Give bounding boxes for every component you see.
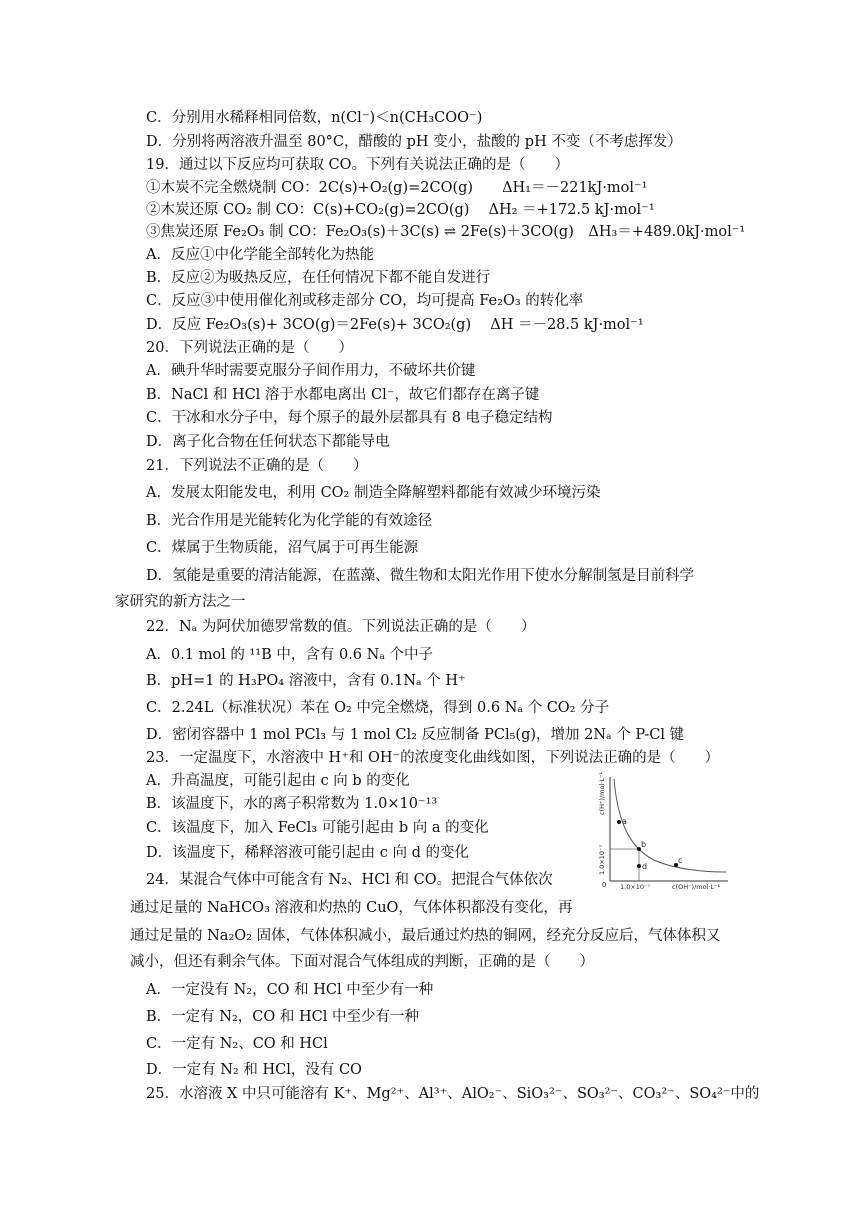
option-line: C．煤属于生物质能，沼气属于可再生能源 xyxy=(146,540,419,556)
option-line: A．碘升华时需要克服分子间作用力，不破坏共价键 xyxy=(146,363,476,379)
option-line: A．0.1 mol 的 ¹¹B 中，含有 0.6 Nₐ 个中子 xyxy=(146,647,434,663)
text-line: D．分别将两溶液升温至 80°C，醋酸的 pH 变小，盐酸的 pH 不变（不考虑挥发） xyxy=(146,134,682,150)
question-23-stem: 23．一定温度下，水溶液中 H⁺和 OH⁻的浓度变化曲线如图，下列说法正确的是（ ） xyxy=(146,750,720,766)
text-line: ②木炭还原 CO₂ 制 CO：C(s)+CO₂(g)=2CO(g) ΔH₂ ＝+172.5 kJ·mol⁻¹ xyxy=(146,202,655,218)
ion-concentration-figure xyxy=(592,771,732,893)
option-line: B．NaCl 和 HCl 溶于水都电离出 Cl⁻，故它们都存在离子键 xyxy=(146,387,540,403)
point-label-b: b xyxy=(641,840,647,849)
point-d xyxy=(637,864,641,868)
option-line: A．发展太阳能发电，利用 CO₂ 制造全降解塑料都能有效减少环境污染 xyxy=(146,485,601,501)
text-line: ③焦炭还原 Fe₂O₃ 制 CO：Fe₂O₃(s)＋3C(s) ⇌ 2Fe(s)＋3CO(g) ΔH₃＝+489.0kJ·mol⁻¹ xyxy=(146,224,746,240)
point-label-c: c xyxy=(678,856,683,865)
option-line: B．一定有 N₂，CO 和 HCl 中至少有一种 xyxy=(146,1009,419,1025)
point-a xyxy=(617,820,621,824)
point-label-a: a xyxy=(622,817,627,826)
option-line: A．升高温度，可能引起由 c 向 b 的变化 xyxy=(146,773,410,789)
question-24-stem: 24．某混合气体中可能含有 N₂、HCl 和 CO。把混合气体依次 xyxy=(146,872,553,888)
question-20-stem: 20．下列说法正确的是（ ） xyxy=(146,340,353,356)
option-line: B．pH=1 的 H₃PO₄ 溶液中，含有 0.1Nₐ 个 H⁺ xyxy=(146,673,466,689)
option-line: D．密闭容器中 1 mol PCl₃ 与 1 mol Cl₂ 反应制备 PCl₅(g)，增加 2Nₐ 个 P-Cl 键 xyxy=(146,727,685,743)
option-line: C．反应③中使用催化剂或移走部分 CO，均可提高 Fe₂O₃ 的转化率 xyxy=(146,293,584,309)
y-axis-label: c(H⁺)/mol·L⁻¹ xyxy=(598,772,606,815)
question-25-stem: 25．水溶液 X 中只可能溶有 K⁺、Mg²⁺、Al³⁺、AlO₂⁻、SiO₃²⁻、SO₃²⁻、CO₃²⁻、SO₄²⁻中的 xyxy=(146,1086,760,1102)
text-line: 通过足量的 NaHCO₃ 溶液和灼热的 CuO，气体体积都没有变化，再 xyxy=(130,900,573,916)
text-line: 减小，但还有剩余气体。下面对混合气体组成的判断，正确的是（ ） xyxy=(130,954,594,970)
option-line: C．2.24L（标准状况）苯在 O₂ 中完全燃烧，得到 0.6 Nₐ 个 CO₂ 分子 xyxy=(146,700,610,716)
option-line: A．一定没有 N₂，CO 和 HCl 中至少有一种 xyxy=(146,982,434,998)
option-line: D．一定有 N₂ 和 HCl，没有 CO xyxy=(146,1062,362,1078)
y-tick-label: 1.0×10⁻⁷ xyxy=(598,844,606,875)
option-line: D．反应 Fe₂O₃(s)+ 3CO(g)＝2Fe(s)+ 3CO₂(g) ΔH ＝－28.5 kJ·mol⁻¹ xyxy=(146,317,644,333)
option-line: C．干冰和水分子中，每个原子的最外层都具有 8 电子稳定结构 xyxy=(146,410,553,426)
option-line: B．该温度下，水的离子积常数为 1.0×10⁻¹³ xyxy=(146,796,438,812)
option-line: D．氢能是重要的清洁能源，在蓝藻、微生物和太阳光作用下使水分解制氢是目前科学 xyxy=(146,568,695,584)
option-line: D．离子化合物在任何状态下都能导电 xyxy=(146,434,390,450)
option-line: D．该温度下，稀释溶液可能引起由 c 向 d 的变化 xyxy=(146,845,469,861)
option-line: B．反应②为吸热反应，在任何情况下都不能自发进行 xyxy=(146,270,491,286)
text-line: 通过足量的 Na₂O₂ 固体，气体体积减小，最后通过灼热的铜网，经充分反应后，气体体积又 xyxy=(130,928,721,944)
x-tick-label: 1.0×10⁻⁷ xyxy=(620,883,651,891)
text-line: C．分别用水稀释相同倍数，n(Cl⁻)＜n(CH₃COO⁻) xyxy=(146,110,483,126)
option-line: C．一定有 N₂、CO 和 HCl xyxy=(146,1036,328,1052)
question-21-stem: 21．下列说法不正确的是（ ） xyxy=(146,458,368,474)
x-axis-label: c(OH⁻)/mol·L⁻¹ xyxy=(672,883,721,891)
text-line: ①木炭不完全燃烧制 CO：2C(s)+O₂(g)=2CO(g) ΔH₁＝－221kJ·mol⁻¹ xyxy=(146,180,648,196)
question-22-stem: 22．Nₐ 为阿伏加德罗常数的值。下列说法正确的是（ ） xyxy=(146,619,536,635)
ion-product-curve xyxy=(614,779,726,872)
question-19-stem: 19．通过以下反应均可获取 CO。下列有关说法正确的是（ ） xyxy=(146,157,570,173)
point-label-d: d xyxy=(642,862,648,871)
option-line: A．反应①中化学能全部转化为热能 xyxy=(146,247,374,263)
text-line: 家研究的新方法之一 xyxy=(115,594,246,610)
origin-label: 0 xyxy=(602,881,607,889)
option-line: C．该温度下，加入 FeCl₃ 可能引起由 b 向 a 的变化 xyxy=(146,820,489,836)
option-line: B．光合作用是光能转化为化学能的有效途径 xyxy=(146,513,433,529)
